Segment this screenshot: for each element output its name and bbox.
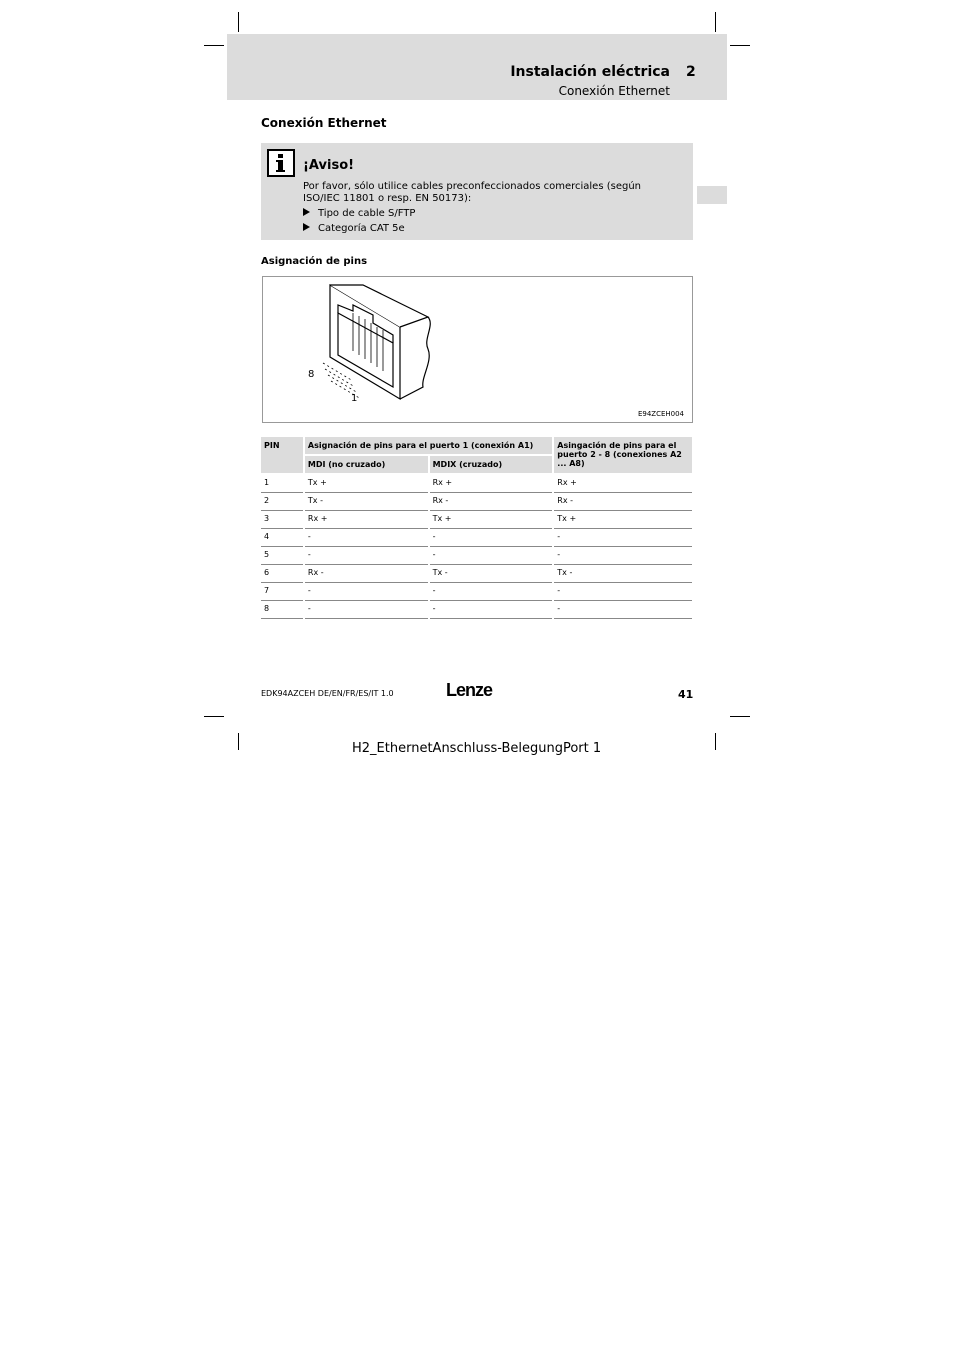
table-cell: Tx - [429, 565, 554, 583]
table-header-port2: Asingación de pins para el puerto 2 - 8 (conexiones A2 ... A8) [553, 437, 693, 474]
crop-mark [715, 733, 716, 750]
table-row [261, 601, 693, 619]
table-cell: 1 [261, 474, 304, 493]
bullet-arrow-icon [303, 223, 310, 231]
note-title: ¡Aviso! [303, 158, 355, 173]
note-bullet-text: Categoría CAT 5e [318, 223, 405, 234]
page-subtitle: Conexión Ethernet [558, 84, 670, 98]
table-cell: 6 [261, 565, 304, 583]
table-cell: - [304, 601, 429, 619]
table-cell: Tx + [429, 511, 554, 529]
table-cell: Tx - [304, 493, 429, 511]
crop-mark [730, 45, 750, 46]
table-cell: - [553, 529, 693, 547]
table-row [261, 529, 693, 547]
table-cell: 8 [261, 601, 304, 619]
lenze-logo: Lenze [446, 680, 493, 700]
figure-rj45-socket [262, 276, 693, 423]
table-row [261, 493, 693, 511]
crop-mark [715, 12, 716, 32]
table-cell: Tx + [553, 511, 693, 529]
pin1-label: 1 [351, 393, 358, 404]
table-row [261, 547, 693, 565]
table-cell: - [429, 601, 554, 619]
table-cell: - [429, 547, 554, 565]
crop-mark [730, 716, 750, 717]
note-bullet-text: Tipo de cable S/FTP [318, 208, 416, 219]
pin8-label: 8 [308, 369, 315, 380]
table-cell: 5 [261, 547, 304, 565]
table-row [261, 583, 693, 601]
crop-mark [238, 12, 239, 32]
table-header-mdi: MDI (no cruzado) [304, 455, 429, 474]
table-cell: Rx - [304, 565, 429, 583]
bullet-arrow-icon [303, 208, 310, 216]
note-box [261, 143, 693, 240]
page-number: 41 [678, 688, 694, 701]
figure-code: E94ZCEH004 [637, 410, 684, 418]
chapter-number: 2 [686, 64, 696, 80]
table-cell: Rx + [304, 511, 429, 529]
table-header-port1: Asignación de pins para el puerto 1 (conexión A1) [304, 437, 553, 455]
side-tab-marker [697, 186, 727, 204]
table-header-pin: PIN [261, 437, 304, 474]
table-cell: - [553, 583, 693, 601]
table-cell: - [429, 583, 554, 601]
section-title: Conexión Ethernet [261, 116, 387, 130]
table-cell: Rx + [553, 474, 693, 493]
table-cell: 2 [261, 493, 304, 511]
note-bullet [303, 223, 405, 234]
table-cell: 4 [261, 529, 304, 547]
table-row [261, 511, 693, 529]
table-cell: - [304, 529, 429, 547]
info-icon [267, 149, 295, 177]
table-cell: 7 [261, 583, 304, 601]
table-header-mdix: MDIX (cruzado) [429, 455, 554, 474]
image-caption: H2_EthernetAnschluss-BelegungPort 1 [352, 741, 602, 756]
table-row [261, 565, 693, 583]
table-cell: Tx + [304, 474, 429, 493]
table-cell: 3 [261, 511, 304, 529]
crop-mark [204, 716, 224, 717]
note-bullet [303, 208, 415, 219]
table-row [261, 474, 693, 493]
page-title: Instalación eléctrica [510, 64, 670, 80]
table-cell: - [429, 529, 554, 547]
table-cell: Rx + [429, 474, 554, 493]
table-cell: Rx - [429, 493, 554, 511]
table-cell: Rx - [553, 493, 693, 511]
table-cell: - [553, 601, 693, 619]
document-code: EDK94AZCEH DE/EN/FR/ES/IT 1.0 [261, 689, 394, 698]
crop-mark [204, 45, 224, 46]
table-cell: Tx - [553, 565, 693, 583]
rj45-socket-drawing [263, 277, 692, 422]
table-cell: - [304, 583, 429, 601]
table-cell: - [304, 547, 429, 565]
subsection-title: Asignación de pins [261, 256, 368, 267]
table-cell: - [553, 547, 693, 565]
note-text: Por favor, sólo utilice cables preconfeccionados comerciales (según ISO/IEC 11801 o resp. EN 50173): [303, 181, 641, 204]
crop-mark [238, 733, 239, 750]
pin-assignment-table [261, 437, 694, 619]
